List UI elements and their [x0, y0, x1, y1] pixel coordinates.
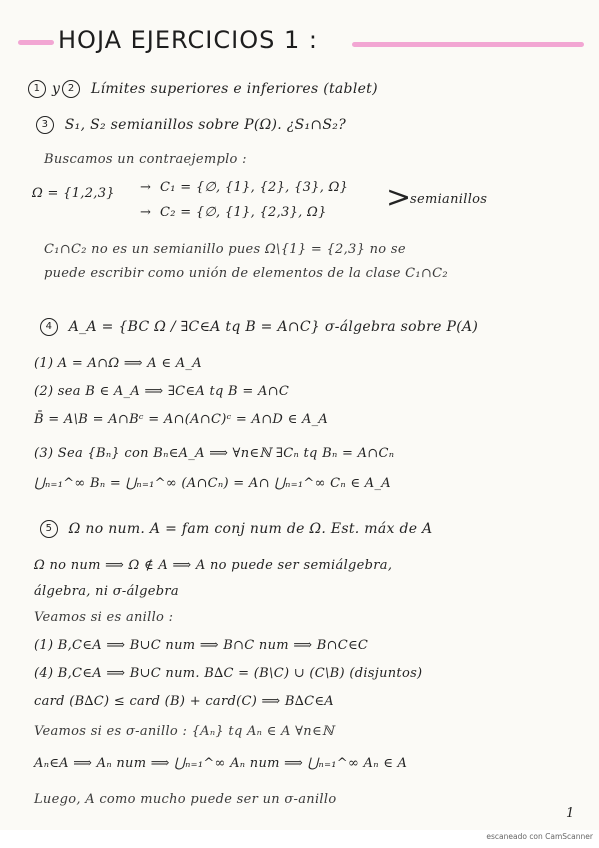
s3-arrow-1: → [140, 180, 152, 195]
s4-item-3b: ⋃ₙ₌₁^∞ Bₙ = ⋃ₙ₌₁^∞ (A∩Cₙ) = A∩ ⋃ₙ₌₁^∞ Cₙ ∈ A_A [34, 476, 391, 491]
s3-brace-text: semianillos [410, 192, 488, 207]
s5-line-4: (1) B,C∈A ⟹ B∪C num ⟹ B∩C num ⟹ B∩C∈C [34, 638, 369, 653]
s5-line-1: Ω no num ⟹ Ω ∉ A ⟹ A no puede ser semiálgebra, [34, 558, 393, 573]
section-number-1: 1 [28, 80, 46, 98]
s5-line-9: Luego, A como mucho puede ser un σ-anillo [34, 792, 337, 807]
section-3-heading: 3 S₁, S₂ semianillos sobre P(Ω). ¿S₁∩S₂? [36, 116, 346, 134]
s5-line-2: álgebra, ni σ-álgebra [34, 584, 179, 599]
page-number: 1 [566, 806, 575, 821]
section-joiner: y [52, 81, 61, 97]
section-1-2-text: Límites superiores e inferiores (tablet) [90, 81, 378, 97]
section-5-heading: 5 Ω no num. A = fam conj num de Ω. Est. máx de A [40, 520, 432, 538]
s4-item-3: (3) Sea {Bₙ} con Bₙ∈A_A ⟹ ∀n∈ℕ ∃Cₙ tq Bₙ = A∩Cₙ [34, 446, 395, 461]
s3-intro: Buscamos un contraejemplo : [44, 152, 247, 167]
s5-line-7: Veamos si es σ-anillo : {Aₙ} tq Aₙ ∈ A ∀n∈ℕ [34, 724, 335, 739]
s5-line-8: Aₙ∈A ⟹ Aₙ num ⟹ ⋃ₙ₌₁^∞ Aₙ num ⟹ ⋃ₙ₌₁^∞ Aₙ ∈ A [34, 756, 408, 771]
section-number-3: 3 [36, 116, 54, 134]
s3-conclusion-2: puede escribir como unión de elementos de la clase C₁∩C₂ [44, 266, 448, 281]
s4-item-1: (1) A = A∩Ω ⟹ A ∈ A_A [34, 356, 202, 371]
s3-conclusion-1: C₁∩C₂ no es un semianillo pues Ω\{1} = {2,3} no se [44, 242, 406, 257]
title-highlight-right [352, 42, 584, 47]
section-1-2 [28, 80, 378, 98]
s3-c2: C₂ = {∅, {1}, {2,3}, Ω} [160, 205, 327, 220]
brace-symbol: > [386, 180, 412, 215]
section-number-2: 2 [62, 80, 80, 98]
section-4-heading: 4 A_A = {BC Ω / ∃C∈A tq B = A∩C} σ-álgebra sobre P(A) [40, 318, 478, 336]
s4-item-2: (2) sea B ∈ A_A ⟹ ∃C∈A tq B = A∩C [34, 384, 290, 399]
title-highlight-left [18, 40, 54, 45]
scanner-watermark: escaneado con CamScanner [486, 832, 593, 841]
s4-item-2b: B̄ = A\B = A∩Bᶜ = A∩(A∩C)ᶜ = A∩D ∈ A_A [34, 412, 329, 427]
section-number-5: 5 [40, 520, 58, 538]
section-number-4: 4 [40, 318, 58, 336]
s3-arrow-2: → [140, 205, 152, 220]
s3-c1: C₁ = {∅, {1}, {2}, {3}, Ω} [160, 180, 349, 195]
s5-line-5: (4) B,C∈A ⟹ B∪C num. B∆C = (B\C) ∪ (C\B) (disjuntos) [34, 666, 423, 681]
s5-line-3: Veamos si es anillo : [34, 610, 174, 625]
page-title: HOJA EJERCICIOS 1 : [58, 26, 318, 54]
s3-omega: Ω = {1,2,3} [32, 186, 115, 201]
s5-line-6: card (B∆C) ≤ card (B) + card(C) ⟹ B∆C∈A [34, 694, 334, 709]
